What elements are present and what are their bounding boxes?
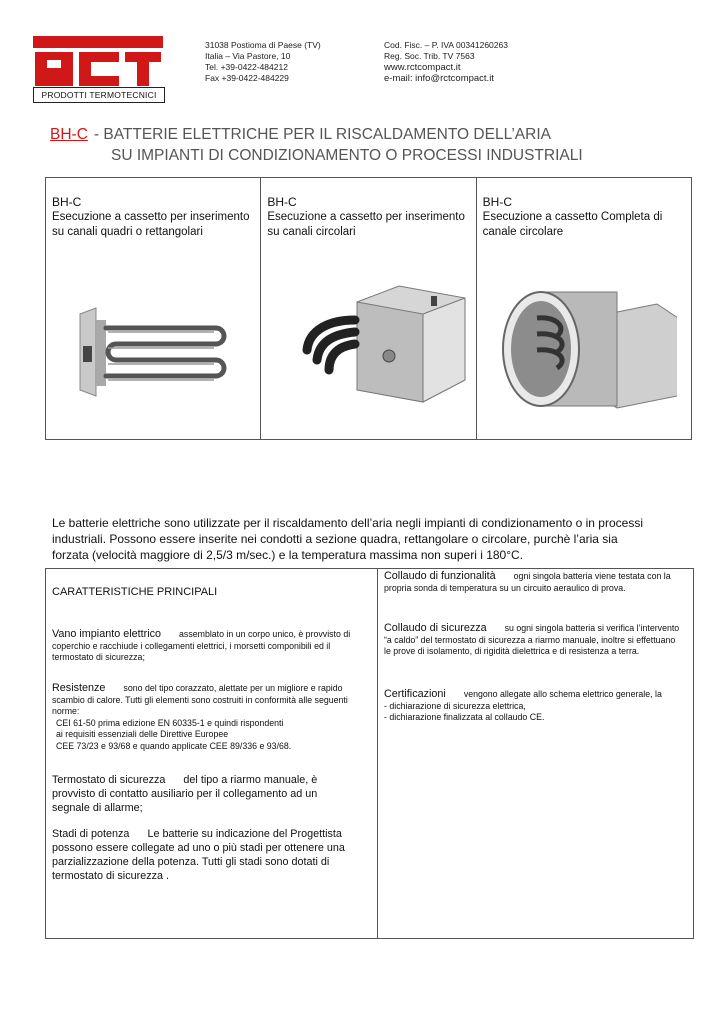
characteristics-heading: CARATTERISTICHE PRINCIPALI [52, 586, 218, 598]
section-stadi [52, 827, 358, 883]
norm-line: CEE 73/23 e 93/68 e quando applicate CEE 89/336 e 93/68. [56, 740, 292, 751]
section-vano [52, 629, 370, 664]
section-text: del tipo a riarmo manuale, è provvisto di contatto ausiliario per il collegamento ad un segnale di allarme; [52, 774, 318, 814]
fiscal-code: Cod. Fisc. – P. IVA 00341260263 [384, 40, 508, 50]
section-collaudo-sicurezza [384, 623, 684, 658]
phone-line: Tel. +39-0422-484212 [205, 62, 288, 72]
product-cell-duct [477, 178, 691, 439]
address-line: Italia – Via Pastore, 10 [205, 51, 291, 61]
email-link[interactable]: e-mail: info@rctcompact.it [384, 73, 494, 84]
section-label: Collaudo di funzionalità [384, 570, 496, 582]
cert-line: - dichiarazione di sicurezza elettrica, [384, 700, 526, 711]
section-certificazioni [384, 689, 684, 724]
address-line: 31038 Postioma di Paese (TV) [205, 40, 321, 50]
section-label: Termostato di sicurezza [52, 774, 166, 786]
logo-caption: PRODOTTI TERMOTECNICI [33, 87, 165, 103]
characteristics-box [45, 568, 694, 939]
section-text: sono del tipo corazzato, alettate per un migliore e rapido scambio di calore. Tutti gli elementi sono costruiti in conformità alle seguenti norme: [52, 683, 348, 716]
product-cell-desc: Esecuzione a cassetto Completa di canale circolare [482, 211, 663, 238]
product-cell-rectangular [46, 178, 261, 439]
registration: Reg. Soc. Trib. TV 7563 [384, 51, 475, 61]
product-cell-desc: Esecuzione a cassetto per inserimento su canali circolari [267, 211, 465, 238]
norm-line: CEI 61-50 prima edizione EN 60335-1 e quindi rispondenti [56, 717, 284, 728]
product-cell-code: BH-C [482, 195, 512, 209]
section-label: Stadi di potenza [52, 828, 130, 840]
product-cell-desc: Esecuzione a cassetto per inserimento su canali quadri o rettangolari [52, 211, 250, 238]
document-title [50, 124, 690, 166]
section-resistenze [52, 683, 370, 752]
cert-line: - dichiarazione finalizzata al collaudo CE. [384, 712, 545, 722]
product-code: BH-C [50, 126, 88, 143]
section-termostato [52, 773, 352, 815]
section-text: assemblato in un corpo unico, è provvisto di coperchio e racchiude i collegamenti elettrici, i morsetti componibili ed il termostato di sicurezza; [52, 629, 351, 662]
intro-paragraph: Le batterie elettriche sono utilizzate per il riscaldamento dell’aria negli impianti di condizionamento o in processi industriali. Possono essere inserite nei condotti a sezione quadra, rettangolare o circolare, purchè l’aria sia forzata (velocità maggiore di 2,5/3 m/sec.) e la temperatura massima non superi i 180°C. [52, 516, 643, 562]
fax-line: Fax +39-0422-484229 [205, 73, 289, 83]
section-text: Le batterie su indicazione del Progettista possono essere collegate ad uno o più stadi per ottenere una parzializzazione della potenza. Tutti gli stadi sono dotati di termostato di sicurezza . [52, 828, 345, 882]
product-cell-circular [261, 178, 476, 439]
duct-heater-image [497, 288, 677, 416]
title-line-2: SU IMPIANTI DI CONDIZIONAMENTO O PROCESSI INDUSTRIALI [111, 147, 583, 164]
section-collaudo-funzionalita [384, 571, 684, 594]
section-label: Collaudo di sicurezza [384, 622, 487, 634]
section-text: su ogni singola batteria si verifica l’intervento “a caldo” del termostato di sicurezza a riarmo manuale, inoltre si effettuano le prove di isolamento, di rigidità dielettrica e di resistenza a terra. [384, 623, 680, 656]
title-line-1: - BATTERIE ELETTRICHE PER IL RISCALDAMENTO DELL’ARIA [93, 126, 551, 143]
company-fiscal [384, 40, 544, 84]
section-text: ogni singola batteria viene testata con la propria sonda di temperatura su un circuito aeraulico di prova. [384, 571, 671, 593]
norm-line: ai requisiti essenziali delle Direttive Europee [56, 729, 229, 739]
column-divider [377, 569, 378, 938]
product-cell-code: BH-C [52, 195, 82, 209]
section-label: Resistenze [52, 682, 106, 694]
website-link[interactable]: www.rctcompact.it [384, 62, 461, 73]
section-label: Vano impianto elettrico [52, 628, 162, 640]
section-label: Certificazioni [384, 688, 446, 700]
rectangular-heater-image [76, 306, 236, 398]
company-address [205, 40, 365, 84]
product-grid [45, 177, 692, 440]
circular-heater-image [289, 280, 469, 408]
section-text: vengono allegate allo schema elettrico generale, la [463, 689, 662, 699]
product-cell-code: BH-C [267, 195, 297, 209]
